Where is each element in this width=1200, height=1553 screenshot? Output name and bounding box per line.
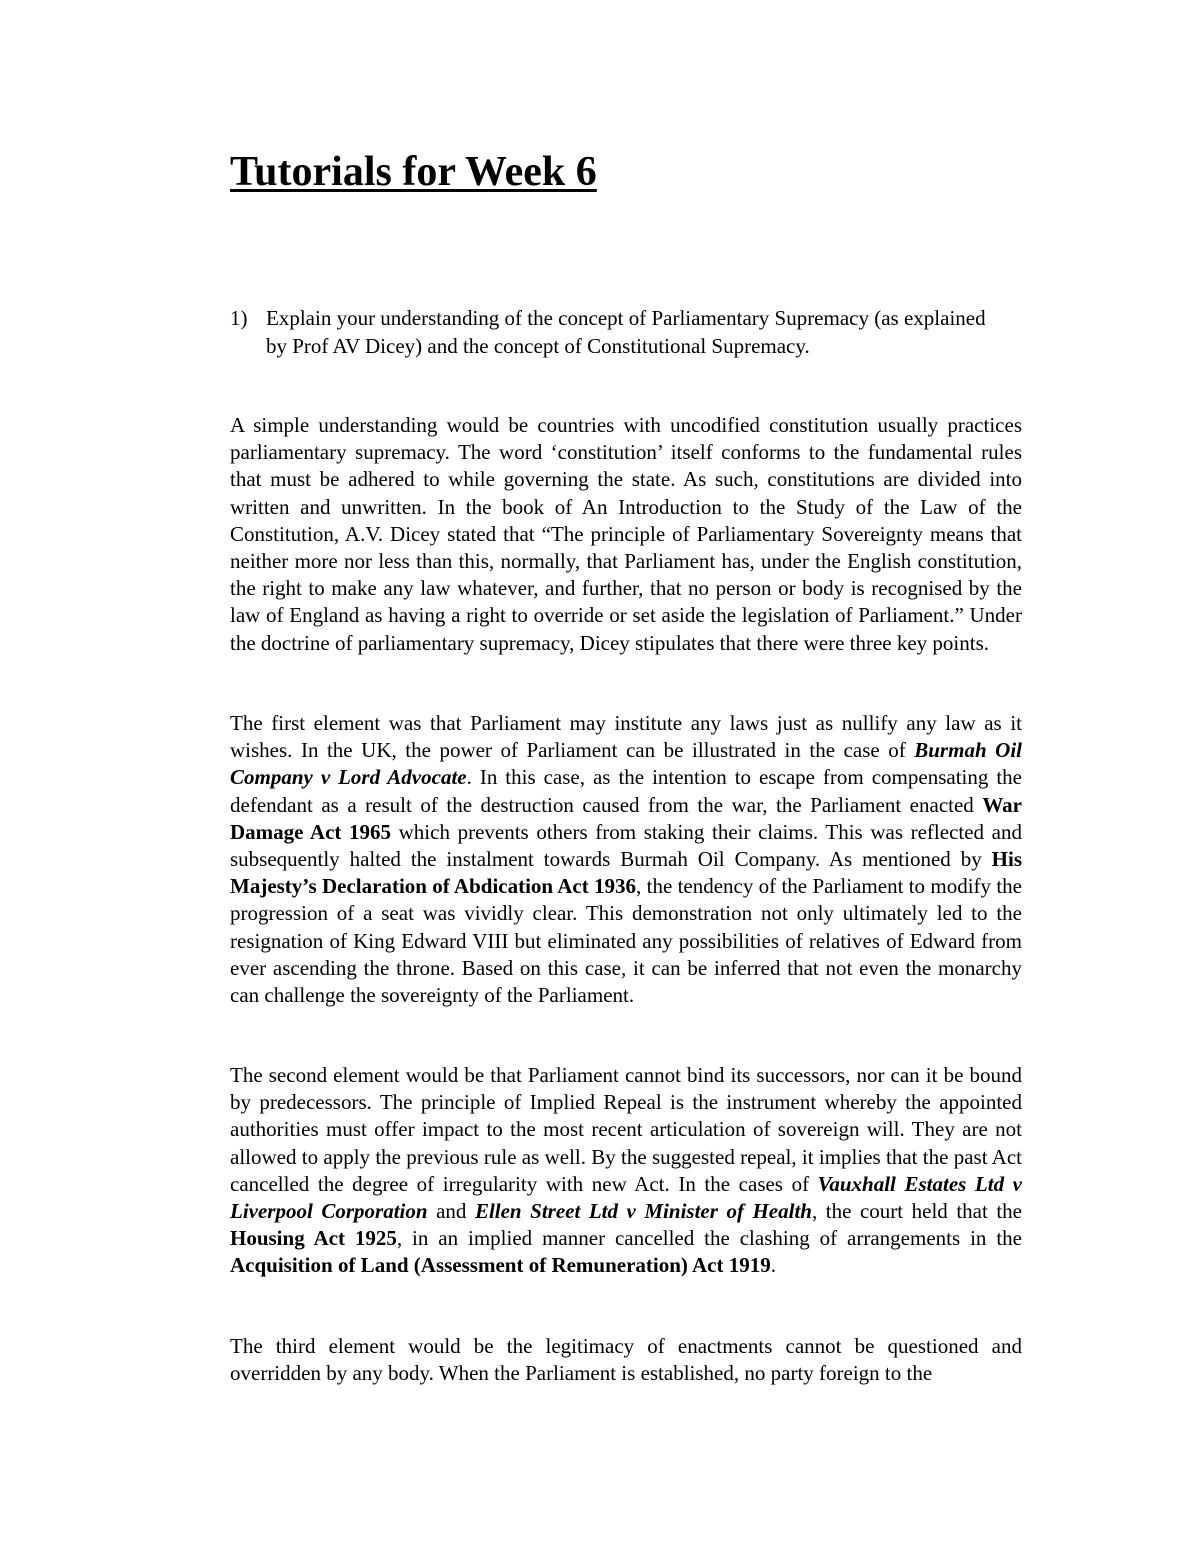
paragraph-text: , the tendency of the Parliament to modify the progression of a seat was vividly clear. This demonstration not only ultimately led to the resignation of King Edward VIII but eliminated any possibilities of relatives of Edward from ever ascending the throne. Based on this case, it can be inferred that not even the monarchy can challenge the sovereignty of the Parliament. [230,874,1022,1008]
statute-citation: War Damage Act 1965 [230,792,1022,844]
paragraph-text: A simple understanding would be countries with uncodified constitution usually practices parliamentary supremacy. The word ‘constitution’ itself conforms to the fundamental rules that must be adhered to while governing the state. As such, constitutions are divided into written and unwritten. In the book of An Introduction to the Study of the Law of the Constitution, A.V. Dicey stated that “The principle of Parliamentary Sovereignty means that neither more nor less than this, normally, that Parliament has, under the English constitution, the right to make any law whatever, and further, that no person or body is recognised by the law of England as having a right to override or set aside the legislation of Parliament.” Under the doctrine of parliamentary supremacy, Dicey stipulates that there were three key points. [230,413,1022,655]
paragraph-text: The second element would be that Parliament cannot bind its successors, nor can it be bound by predecessors. The principle of Implied Repeal is the instrument whereby the appointed authorities must offer impact to the most recent articulation of sovereign will. They are not allowed to apply the previous rule as well. By the suggested repeal, it implies that the past Act cancelled the degree of irregularity with new Act. In the cases of [230,1063,1022,1196]
page-title: Tutorials for Week 6 [230,149,597,195]
paragraph-first-element [230,710,1022,1009]
paragraph-third-element [230,1333,1022,1387]
paragraph-text: and [427,1199,475,1224]
paragraph-text: The first element was that Parliament may institute any laws just as nullify any law as it wishes. In the UK, the power of Parliament can be illustrated in the case of [230,711,1022,763]
case-citation: Ellen Street Ltd v Minister of Health [474,1199,812,1224]
question-number: 1) [230,306,248,330]
paragraph-text: . In this case, as the intention to escape from compensating the defendant as a result of the destruction caused from the war, the Parliament enacted [230,765,1022,817]
paragraph-text: , in an implied manner cancelled the clashing of arrangements in the [396,1226,1022,1251]
question-text: Explain your understanding of the concept of Parliamentary Supremacy (as explained by Prof AV Dicey) and the concept of Constitutional Supremacy. [266,306,986,358]
case-citation: Burmah Oil Company v Lord Advocate [230,738,1022,790]
paragraph-text: The third element would be the legitimacy of enactments cannot be questioned and overridden by any body. When the Parliament is established, no party foreign to the [230,1334,1022,1386]
statute-citation: Acquisition of Land (Assessment of Remuneration) Act 1919 [230,1253,771,1278]
paragraph-second-element [230,1062,1022,1280]
case-citation: Vauxhall Estates Ltd v Liverpool Corporation [230,1171,1022,1224]
paragraph-text: . [770,1253,776,1278]
paragraph-intro [230,412,1022,657]
statute-citation: Housing Act 1925 [230,1226,397,1251]
paragraph-text: which prevents others from staking their claims. This was reflected and subsequently halted the instalment towards Burmah Oil Company. As mentioned by [230,819,1022,872]
statute-citation: His Majesty’s Declaration of Abdication Act 1936 [230,847,1022,899]
paragraph-text: , the court held that the [811,1199,1023,1224]
question-1 [230,304,990,360]
